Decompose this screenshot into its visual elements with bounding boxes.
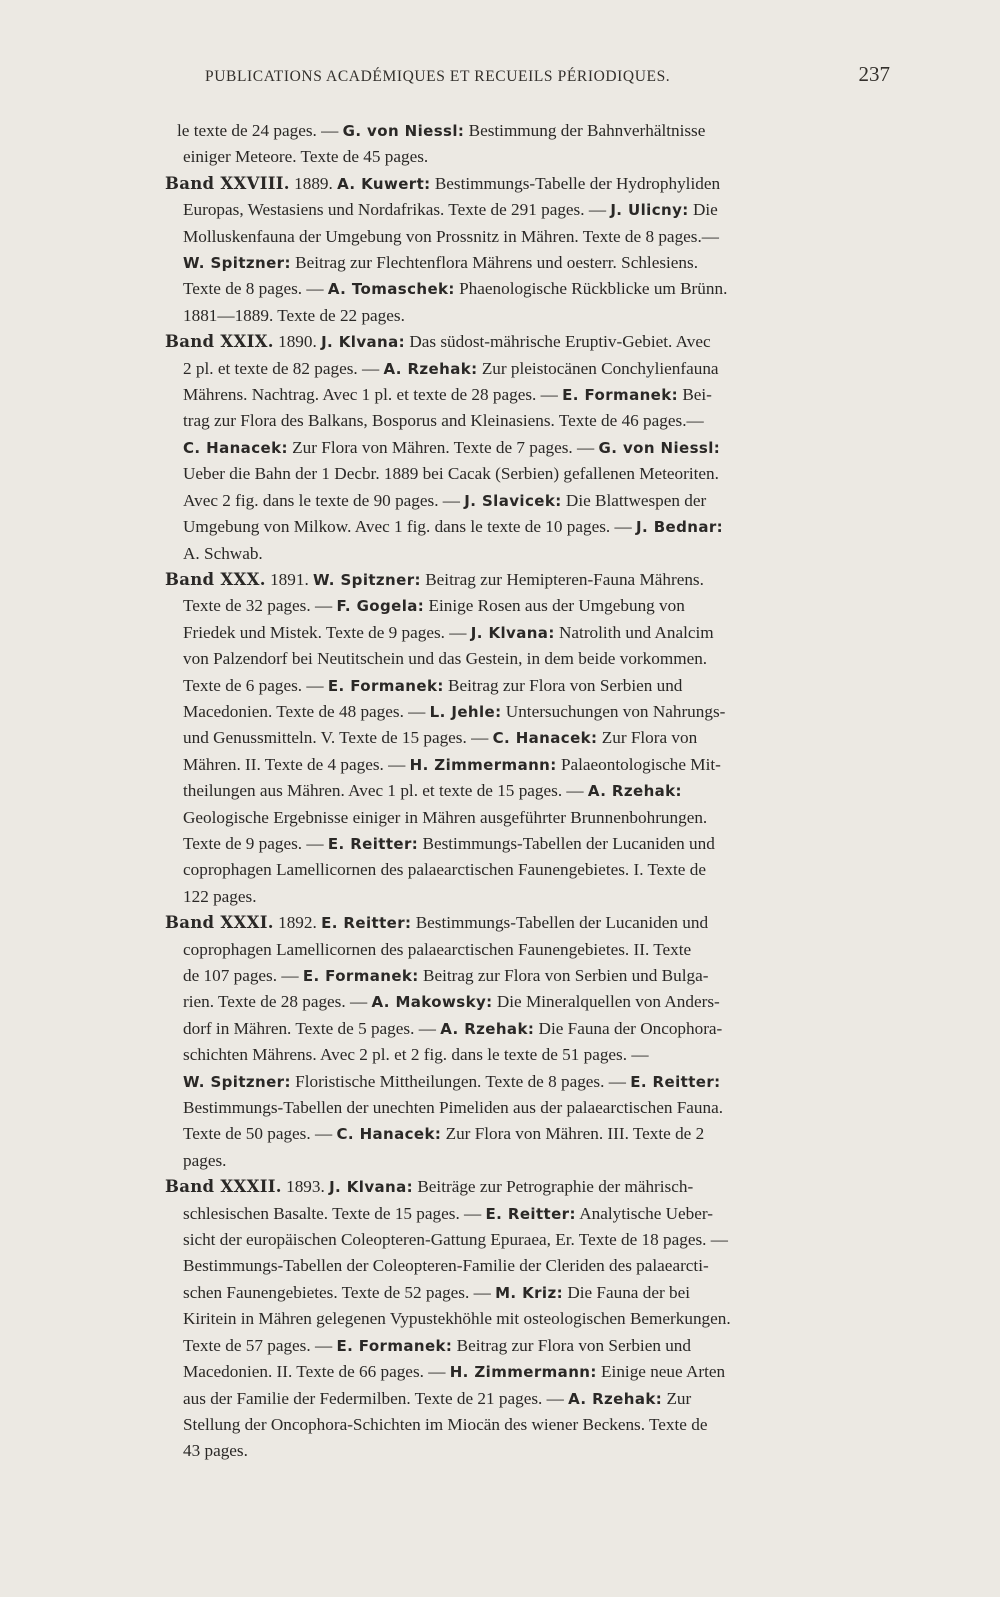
text-line [165,620,905,646]
text-line [165,1201,905,1227]
text-line [165,646,905,672]
volume-entry [165,910,905,1174]
author-name: G. von Niessl: [598,438,721,457]
entry-text: Beiträge zur Petrographie der mährisch- [413,1177,694,1197]
text-line [165,329,905,355]
entry-text: Avec 2 fig. dans le texte de 90 pages. — [183,490,465,510]
text-line [165,699,905,725]
entry-text: coprophagen Lamellicornen des palaearctischen Faunengebietes. II. Texte [183,939,692,959]
author-name: A. Makowsky: [371,993,493,1012]
author-name: J. Ulicny: [610,201,689,220]
entry-text: Zur Flora von Mähren. Texte de 7 pages. — [287,437,599,457]
entry-text: Texte de 6 pages. — [183,675,328,695]
entry-text: 1891. [265,569,314,589]
text-line [165,514,905,540]
entry-text: Die Blattwespen der [561,490,707,510]
text-line [165,567,905,593]
entry-text: Bestimmungs-Tabellen der Lucaniden und [411,913,709,933]
author-name: E. Formanek: [336,1336,453,1355]
running-head: PUBLICATIONS ACADÉMIQUES ET RECUEILS PÉRIODIQUES. [205,68,671,85]
volume-entry [165,1174,905,1464]
text-line [165,805,905,831]
text-line [165,356,905,382]
body-text [165,118,905,1465]
author-name: C. Hanacek: [492,729,598,748]
entry-text: Floristische Mittheilungen. Texte de 8 pages. — [290,1071,631,1091]
text-line [165,1386,905,1412]
author-name: J. Klvana: [470,623,555,642]
entry-text: Texte de 50 pages. — [183,1124,337,1144]
author-name: G. von Niessl: [342,122,465,140]
author-name: A. Kuwert: [337,174,431,193]
entry-text: Analytische Ueber- [575,1203,713,1223]
entry-text: coprophagen Lamellicornen des palaearctischen Faunengebietes. I. Texte de [183,860,706,880]
entry-text: schen Faunengebietes. Texte de 52 pages. — [183,1282,496,1302]
text-line [165,541,905,567]
author-name: E. Reitter: [485,1204,576,1223]
text-line [165,1412,905,1438]
author-name: E. Formanek: [562,386,679,405]
entry-text: Bestimmungs-Tabellen der Lucaniden und [418,833,715,853]
entry-text: Macedonien. Texte de 48 pages. — [183,701,430,721]
entry-text: und Genussmitteln. V. Texte de 15 pages. — [183,728,493,748]
entry-text: 1893. [281,1177,330,1197]
entry-text: Texte de 32 pages. — [183,596,337,616]
author-name: A. Rzehak: [440,1019,535,1038]
entry-text: 43 pages. [183,1441,248,1461]
entry-text: Europas, Westasiens und Nordafrikas. Texte de 291 pages. — [183,200,611,220]
text-line [165,461,905,487]
entry-text: sicht der europäischen Coleopteren-Gattung Epuraea, Er. Texte de 18 pages. — [183,1230,728,1250]
entry-text: Die Fauna der bei [563,1282,690,1302]
entry-text: le texte de 24 pages. — [177,121,343,140]
text-line [165,303,905,329]
page-header [205,62,890,92]
entry-text: Zur Flora von Mähren. III. Texte de 2 [441,1124,705,1144]
text-line [165,857,905,883]
entry-text: 1892. [273,913,322,933]
entry-text: Kiritein in Mähren gelegenen Vypustekhöhle mit osteologischen Bemerkungen. [183,1309,731,1329]
text-line [165,1121,905,1147]
entry-text: Texte de 57 pages. — [183,1335,337,1355]
entry-text: Macedonien. II. Texte de 66 pages. — [183,1362,450,1382]
entry-text: Umgebung von Milkow. Avec 1 fig. dans le texte de 10 pages. — [183,517,636,537]
author-name: L. Jehle: [429,702,502,721]
entry-text: 1890. [273,332,322,352]
text-line [165,831,905,857]
entry-text: Phaenologische Rückblicke um Brünn. [454,279,728,299]
text-line [165,1333,905,1359]
text-line [165,1359,905,1385]
entry-text: Natrolith und Analcim [554,622,714,642]
entry-text: 1889. [289,173,338,193]
entry-text: Beitrag zur Flora von Serbien und [443,675,683,695]
author-name: A. Tomaschek: [327,280,455,299]
author-name: J. Klvana: [321,333,406,352]
author-name: C. Hanacek: [183,438,288,457]
text-line [165,725,905,751]
entry-text: Bestimmung der Bahnverhältnisse [464,121,706,140]
entry-text: aus der Familie der Federmilben. Texte de 21 pages. — [183,1388,569,1408]
text-line [165,1148,905,1174]
text-line [165,144,905,170]
entry-text: Zur Flora von [597,728,698,748]
entry-text: Bestimmungs-Tabellen der Coleopteren-Familie der Cleriden des palaearcti- [183,1256,709,1276]
text-line [165,989,905,1015]
author-name: H. Zimmermann: [409,755,557,774]
entry-text: Beitrag zur Hemipteren-Fauna Mährens. [420,569,704,589]
text-line [165,1069,905,1095]
text-line [165,963,905,989]
text-line [165,171,905,197]
entry-text: Einige neue Arten [596,1362,726,1382]
entry-text: Beitrag zur Flechtenflora Mährens und oesterr. Schlesiens. [290,253,699,273]
text-line [165,197,905,223]
text-line [165,593,905,619]
text-line [165,752,905,778]
text-line [165,224,905,250]
author-name: E. Reitter: [321,914,412,933]
entry-text: Mährens. Nachtrag. Avec 1 pl. et texte de 28 pages. — [183,385,563,405]
text-line [165,1016,905,1042]
entry-text: trag zur Flora des Balkans, Bosporus and Kleinasiens. Texte de 46 pages.— [183,411,704,431]
author-name: M. Kriz: [495,1283,564,1302]
entry-text: 1881—1889. Texte de 22 pages. [183,305,405,325]
entry-text: Zur [662,1388,692,1408]
entry-text: Beitrag zur Flora von Serbien und [452,1335,691,1355]
volume-heading: Band XXVIII. [165,173,290,193]
author-name: W. Spitzner: [313,570,421,589]
text-line [165,910,905,936]
entry-text: theilungen aus Mähren. Avec 1 pl. et texte de 15 pages. — [183,781,588,801]
author-name: A. Rzehak: [383,359,478,378]
entry-text: 122 pages. [183,886,257,906]
entry-text: Das südost-mährische Eruptiv-Gebiet. Avec [405,332,711,352]
author-name: J. Klvana: [329,1178,414,1197]
entry-text: schlesischen Basalte. Texte de 15 pages. — [183,1203,486,1223]
volume-heading: Band XXX. [165,569,266,589]
text-line [165,778,905,804]
author-name: H. Zimmermann: [449,1363,597,1382]
text-line [165,1306,905,1332]
author-name: A. Rzehak: [568,1389,663,1408]
text-line [165,488,905,514]
entry-text: einiger Meteore. Texte de 45 pages. [183,147,429,167]
entry-text: Die Fauna der Oncophora- [534,1018,723,1038]
author-name: W. Spitzner: [183,1072,291,1091]
entry-text: Palaeontologische Mit- [556,754,721,774]
entry-text: Friedek und Mistek. Texte de 9 pages. — [183,622,471,642]
entry-text: de 107 pages. — [183,966,303,985]
text-line [165,118,905,144]
text-line [165,250,905,276]
entry-text: Die Mineralquellen von Anders- [492,992,720,1012]
author-name: W. Spitzner: [183,254,291,273]
entry-text: Mähren. II. Texte de 4 pages. — [183,754,410,774]
entry-text: Zur pleistocänen Conchylienfauna [477,358,719,378]
author-name: C. Hanacek: [336,1125,442,1144]
entry-text: Geologische Ergebnisse einiger in Mähren ausgeführter Brunnenbohrungen. [183,807,708,827]
text-line [165,1253,905,1279]
author-name: J. Slavicek: [464,491,562,510]
entry-text: dorf in Mähren. Texte de 5 pages. — [183,1018,441,1038]
text-line [165,884,905,910]
volume-entry [165,171,905,329]
entry-text: Molluskenfauna der Umgebung von Prossnitz in Mähren. Texte de 8 pages.— [183,226,719,246]
text-line [165,1227,905,1253]
entry-text: Ueber die Bahn der 1 Decbr. 1889 bei Cacak (Serbien) gefallenen Meteoriten. [183,464,719,484]
entry-text: Texte de 8 pages. — [183,279,328,299]
entry-text: 2 pl. et texte de 82 pages. — [183,358,384,378]
entry-text: A. Schwab. [183,543,263,563]
page-number: 237 [858,62,890,86]
text-line [165,408,905,434]
author-name: E. Reitter: [630,1072,721,1091]
entry-text: Bei- [678,385,712,405]
entry-text: schichten Mährens. Avec 2 pl. et 2 fig. dans le texte de 51 pages. — [183,1045,649,1065]
text-line [165,435,905,461]
text-line [165,937,905,963]
text-line [165,1095,905,1121]
volume-heading: Band XXIX. [165,332,274,352]
text-line [165,1280,905,1306]
author-name: E. Reitter: [327,834,419,853]
author-name: E. Formanek: [327,676,444,695]
entry-text: Bestimmungs-Tabellen der unechten Pimeliden aus der palaearctischen Fauna. [183,1098,724,1118]
entry-text: pages. [183,1150,227,1170]
text-line [165,1438,905,1464]
entry-text: von Palzendorf bei Neutitschein und das Gestein, in dem beide vorkommen. [183,649,708,669]
author-name: E. Formanek: [302,967,419,985]
author-name: F. Gogela: [336,597,425,616]
text-line [165,276,905,302]
entry-text: Beitrag zur Flora von Serbien und Bulga- [418,966,709,985]
entry-text: Einige Rosen aus der Umgebung von [424,596,685,616]
text-line [165,1174,905,1200]
author-name: J. Bednar: [636,518,724,537]
volume-entry [165,329,905,567]
entry-text: Stellung der Oncophora-Schichten im Miocän des wiener Beckens. Texte de [183,1414,708,1434]
entry-text: rien. Texte de 28 pages. — [183,992,372,1012]
entry-text: Texte de 9 pages. — [183,833,328,853]
author-name: A. Rzehak: [587,782,682,801]
volume-heading: Band XXXII. [165,1177,282,1197]
entry-continuation [165,118,905,171]
volume-entry [165,567,905,910]
entry-text: Untersuchungen von Nahrungs- [501,701,726,721]
text-line [165,1042,905,1068]
entry-text: Bestimmungs-Tabelle der Hydrophyliden [430,173,721,193]
text-line [165,673,905,699]
text-line [165,382,905,408]
volume-heading: Band XXXI. [165,913,274,933]
entry-text: Die [688,200,718,220]
